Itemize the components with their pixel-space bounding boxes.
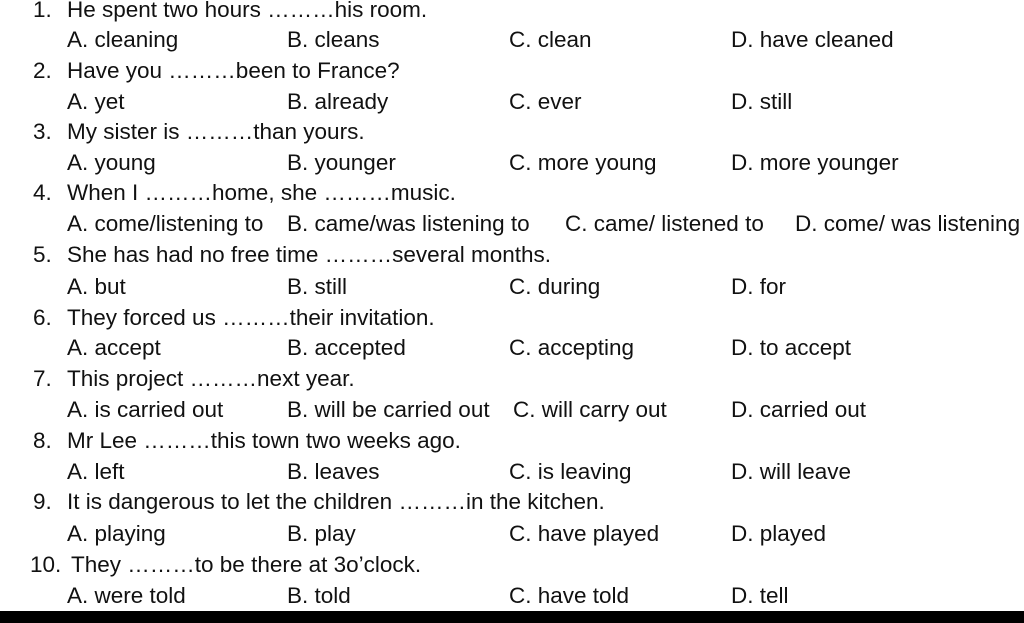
question-number: 6. xyxy=(33,305,52,330)
question-2 xyxy=(0,55,1024,86)
options-4 xyxy=(0,208,1024,239)
option-b: B. will be carried out xyxy=(287,397,490,422)
question-10 xyxy=(0,549,1024,580)
option-d: D. to accept xyxy=(731,335,852,360)
question-number: 2. xyxy=(33,58,52,83)
question-5 xyxy=(0,239,1024,270)
option-c: C. ever xyxy=(509,89,582,114)
option-c: C. will carry out xyxy=(513,397,667,422)
option-d: D. played xyxy=(731,521,827,546)
question-stem: They forced us ………their invitation. xyxy=(67,305,435,330)
option-a: A. cleaning xyxy=(67,27,179,52)
options-2 xyxy=(0,86,1024,117)
question-number: 7. xyxy=(33,366,52,391)
options-1 xyxy=(0,24,1024,55)
question-number: 8. xyxy=(33,428,52,453)
option-c: C. clean xyxy=(509,27,592,52)
question-number: 10. xyxy=(30,552,62,577)
question-stem: He spent two hours ………his room. xyxy=(67,0,428,22)
option-b: B. told xyxy=(287,583,351,608)
bottom-black-bar xyxy=(0,611,1024,623)
option-a: A. playing xyxy=(67,521,166,546)
option-b: B. play xyxy=(287,521,356,546)
question-stem: Mr Lee ………this town two weeks ago. xyxy=(67,428,461,453)
option-a: A. is carried out xyxy=(67,397,224,422)
question-number: 5. xyxy=(33,242,52,267)
options-9 xyxy=(0,518,1024,549)
question-number: 3. xyxy=(33,119,52,144)
question-8 xyxy=(0,425,1024,456)
option-b: B. cleans xyxy=(287,27,380,52)
option-d: D. still xyxy=(731,89,793,114)
option-a: A. young xyxy=(67,150,156,175)
option-b: B. came/was listening to xyxy=(287,211,530,236)
question-stem: This project ………next year. xyxy=(67,366,355,391)
question-number: 9. xyxy=(33,489,52,514)
option-d: D. for xyxy=(731,274,787,299)
option-a: A. but xyxy=(67,274,126,299)
question-9 xyxy=(0,486,1024,517)
option-c: C. is leaving xyxy=(509,459,632,484)
question-number: 1. xyxy=(33,0,52,22)
question-7 xyxy=(0,363,1024,394)
option-b: B. still xyxy=(287,274,348,299)
question-1 xyxy=(0,0,1024,25)
question-stem: She has had no free time ………several months. xyxy=(67,242,551,267)
question-stem: Have you ………been to France? xyxy=(67,58,400,83)
option-a: A. yet xyxy=(67,89,125,114)
options-6 xyxy=(0,332,1024,363)
option-c: C. came/ listened to xyxy=(565,211,764,236)
option-b: B. younger xyxy=(287,150,396,175)
option-c: C. accepting xyxy=(509,335,635,360)
options-5 xyxy=(0,271,1024,302)
option-d: D. tell xyxy=(731,583,789,608)
option-b: B. accepted xyxy=(287,335,406,360)
question-6 xyxy=(0,302,1024,333)
option-d: D. will leave xyxy=(731,459,852,484)
question-stem: When I ………home, she ………music. xyxy=(67,180,456,205)
option-a: A. left xyxy=(67,459,125,484)
option-d: D. more younger xyxy=(731,150,899,175)
question-4 xyxy=(0,177,1024,208)
option-c: C. more young xyxy=(509,150,657,175)
option-b: B. leaves xyxy=(287,459,380,484)
question-3 xyxy=(0,116,1024,147)
question-stem: They ………to be there at 3o’clock. xyxy=(71,552,422,577)
question-stem: My sister is ………than yours. xyxy=(67,119,365,144)
option-d: D. come/ was listening xyxy=(795,211,1021,236)
options-8 xyxy=(0,456,1024,487)
option-a: A. were told xyxy=(67,583,186,608)
options-7 xyxy=(0,394,1024,425)
option-d: D. carried out xyxy=(731,397,867,422)
option-c: C. during xyxy=(509,274,601,299)
option-a: A. accept xyxy=(67,335,161,360)
options-10 xyxy=(0,580,1024,611)
option-b: B. already xyxy=(287,89,389,114)
option-d: D. have cleaned xyxy=(731,27,894,52)
question-stem: It is dangerous to let the children ………in the kitchen. xyxy=(67,489,605,514)
option-a: A. come/listening to xyxy=(67,211,264,236)
option-c: C. have told xyxy=(509,583,630,608)
option-c: C. have played xyxy=(509,521,660,546)
options-3 xyxy=(0,147,1024,178)
question-number: 4. xyxy=(33,180,52,205)
